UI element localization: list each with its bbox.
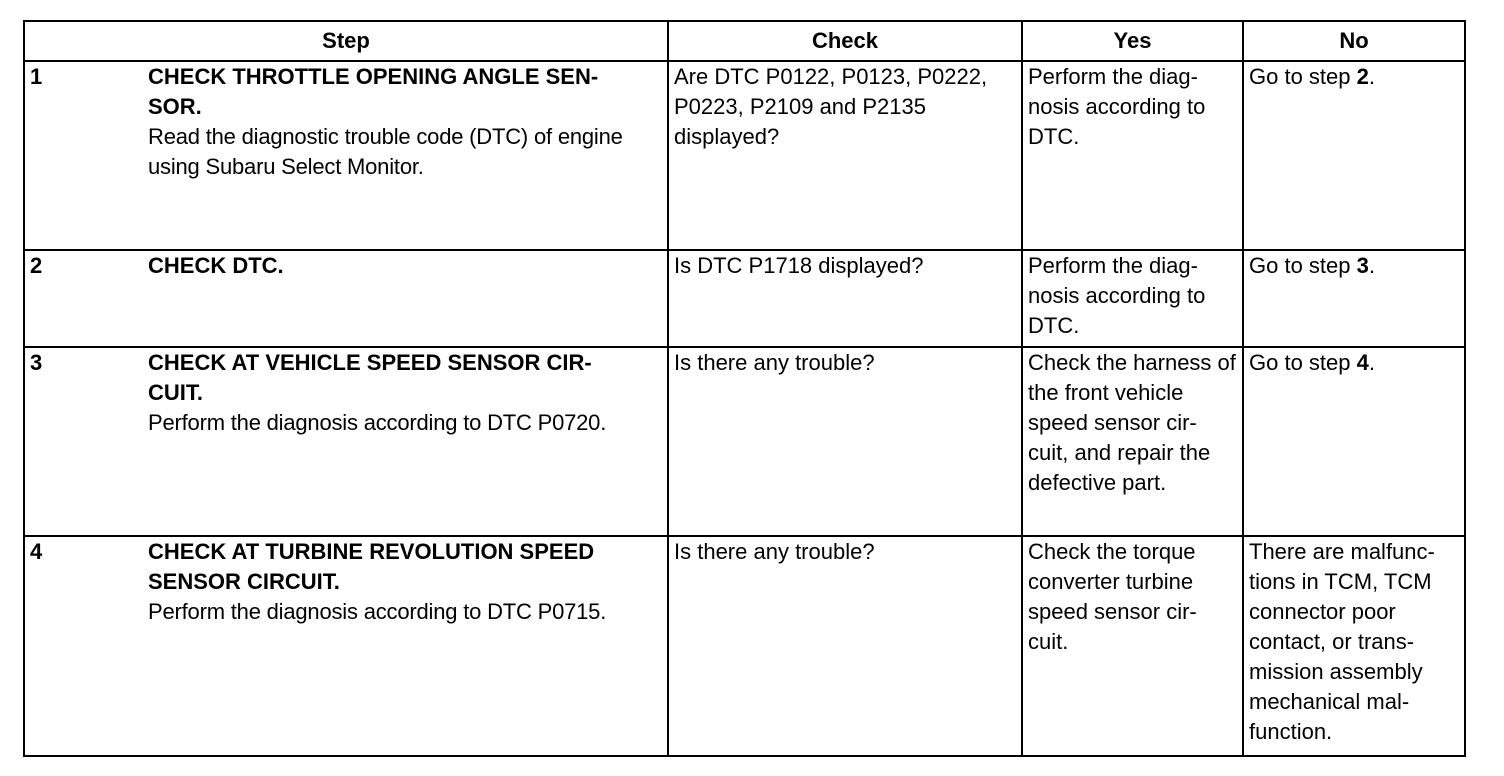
no-cell: Go to step 4. — [1243, 347, 1465, 536]
no-step-ref: 3 — [1356, 253, 1369, 278]
header-yes: Yes — [1022, 21, 1243, 61]
table-row — [24, 61, 1465, 250]
step-description: Read the diagnostic trouble code (DTC) of engine using Subaru Select Monitor. — [148, 124, 623, 179]
check-cell: Are DTC P0122, P0123, P0222, P0223, P2109 and P2135 displayed? — [668, 61, 1022, 250]
check-cell: Is there any trouble? — [668, 347, 1022, 536]
step-description: Perform the diagnosis according to DTC P0720. — [148, 410, 607, 435]
check-cell: Is there any trouble? — [668, 536, 1022, 756]
step-cell — [24, 536, 668, 756]
yes-cell: Check the harness of the front vehicle speed sensor cir- cuit, and repair the defective part. — [1022, 347, 1243, 536]
table-row — [24, 250, 1465, 347]
check-cell: Is DTC P1718 displayed? — [668, 250, 1022, 347]
table-row — [24, 347, 1465, 536]
yes-cell: Perform the diag- nosis according to DTC. — [1022, 61, 1243, 250]
diagnostic-table — [23, 20, 1466, 757]
no-cell: Go to step 3. — [1243, 250, 1465, 347]
header-no: No — [1243, 21, 1465, 61]
step-number: 1 — [30, 64, 43, 89]
table-row — [24, 536, 1465, 756]
header-check: Check — [668, 21, 1022, 61]
yes-cell: Perform the diag- nosis according to DTC. — [1022, 250, 1243, 347]
step-title: CHECK DTC. — [148, 253, 284, 278]
step-cell — [24, 250, 668, 347]
no-cell: There are malfunc- tions in TCM, TCM connector poor contact, or trans- mission assembly mechanical mal- function. — [1243, 536, 1465, 756]
no-cell: Go to step 2. — [1243, 61, 1465, 250]
step-number: 4 — [30, 539, 43, 564]
step-description: Perform the diagnosis according to DTC P0715. — [148, 599, 607, 624]
step-cell — [24, 347, 668, 536]
yes-cell: Check the torque converter turbine speed sensor cir- cuit. — [1022, 536, 1243, 756]
step-title: CHECK AT TURBINE REVOLUTION SPEED SENSOR CIRCUIT. — [148, 539, 595, 594]
step-number: 2 — [30, 253, 43, 278]
step-title: CHECK THROTTLE OPENING ANGLE SEN- SOR. — [148, 64, 599, 119]
no-step-ref: 2 — [1356, 64, 1369, 89]
header-step: Step — [24, 21, 668, 61]
header-row — [24, 21, 1465, 61]
no-step-ref: 4 — [1356, 350, 1369, 375]
step-cell — [24, 61, 668, 250]
step-number: 3 — [30, 350, 43, 375]
step-title: CHECK AT VEHICLE SPEED SENSOR CIR- CUIT. — [148, 350, 592, 405]
